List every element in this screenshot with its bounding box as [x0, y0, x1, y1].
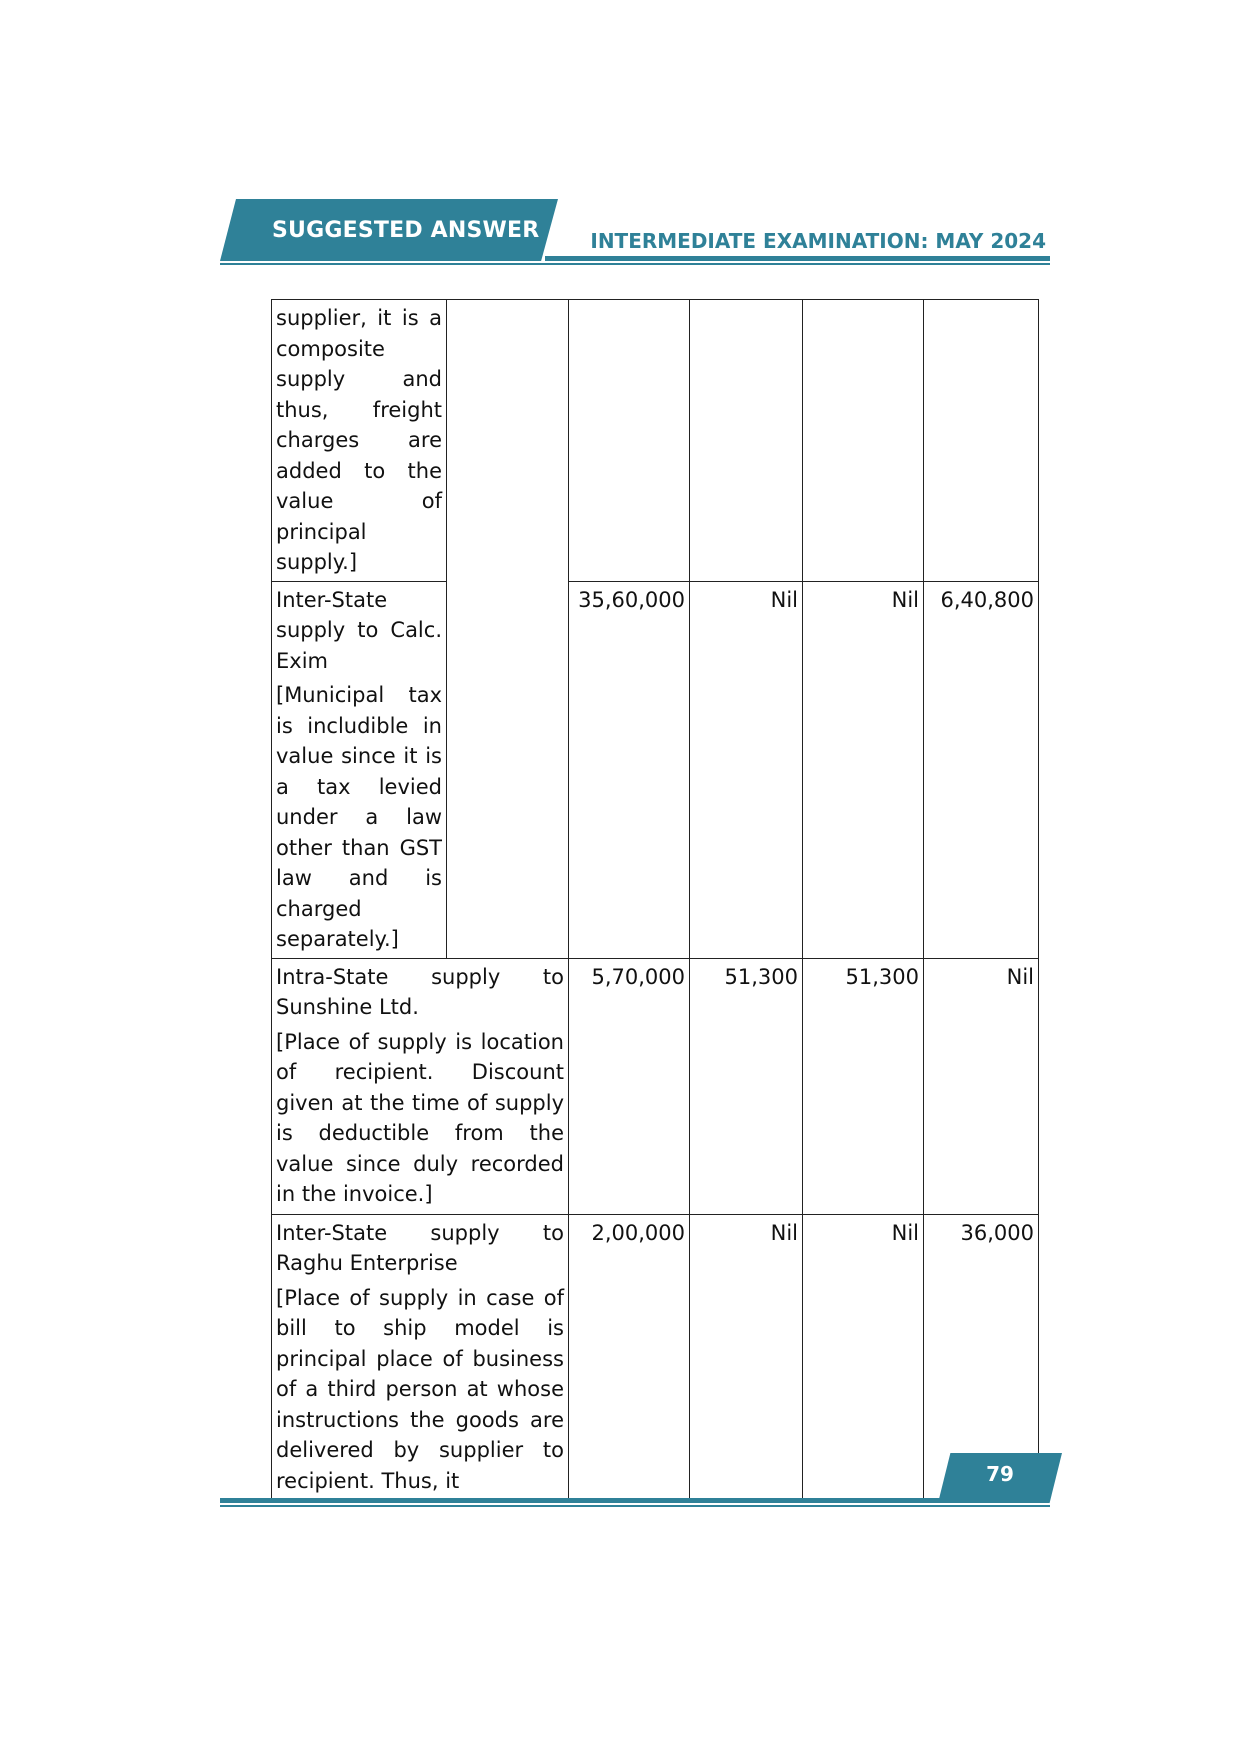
cell-paragraph: [Municipal tax is includible in value since it is a tax levied under a law other than GST law and is charged separately.] — [276, 683, 442, 951]
sgst-cell: Nil — [803, 581, 924, 958]
sgst-cell — [803, 300, 924, 582]
table-row — [272, 581, 1039, 958]
cgst-cell — [690, 300, 803, 582]
table-row — [272, 300, 1039, 582]
cgst-cell: Nil — [690, 1214, 803, 1500]
description-cell — [272, 958, 569, 1214]
cell-paragraph: Inter-State supply to Raghu Enterprise — [276, 1220, 564, 1275]
value-cell: 5,70,000 — [569, 958, 690, 1214]
header-rule — [545, 256, 1050, 261]
cgst-cell: Nil — [690, 581, 803, 958]
cell-paragraph: supplier, it is a composite supply and thus, freight charges are added to the value of principal supply.] — [276, 306, 442, 574]
sgst-cell: 51,300 — [803, 958, 924, 1214]
value-cell — [569, 300, 690, 582]
cell-paragraph: [Place of supply is location of recipient. Discount given at the time of supply is deductible from the value since duly recorded in the invoice.] — [276, 1029, 564, 1206]
description-cell — [272, 300, 447, 582]
cell-paragraph: [Place of supply in case of bill to ship model is principal place of business of a third person at whose instructions the goods are delivered by supplier to recipient. Thus, it — [276, 1285, 564, 1493]
description-cell — [272, 581, 447, 958]
blank-cell — [447, 300, 569, 959]
footer-rule-thin — [220, 1505, 1050, 1507]
cell-paragraph: Inter-State supply to Calc. Exim — [276, 587, 442, 673]
value-cell: 35,60,000 — [569, 581, 690, 958]
value-cell: 2,00,000 — [569, 1214, 690, 1500]
sgst-cell: Nil — [803, 1214, 924, 1500]
igst-cell — [924, 300, 1039, 582]
description-cell — [272, 1214, 569, 1500]
header-rule-thin — [220, 263, 1050, 265]
footer-rule — [220, 1498, 942, 1503]
cell-paragraph: Intra-State supply to Sunshine Ltd. — [276, 964, 564, 1019]
igst-cell: 36,000 — [924, 1214, 1039, 1500]
igst-cell: 6,40,800 — [924, 581, 1039, 958]
page-number: 79 — [986, 1462, 1014, 1486]
cgst-cell: 51,300 — [690, 958, 803, 1214]
table-row — [272, 1214, 1039, 1500]
table-row — [272, 958, 1039, 1214]
answer-table — [271, 299, 1039, 1500]
header-tab-label: SUGGESTED ANSWER — [272, 218, 540, 243]
exam-title: INTERMEDIATE EXAMINATION: MAY 2024 — [590, 229, 1046, 253]
igst-cell: Nil — [924, 958, 1039, 1214]
